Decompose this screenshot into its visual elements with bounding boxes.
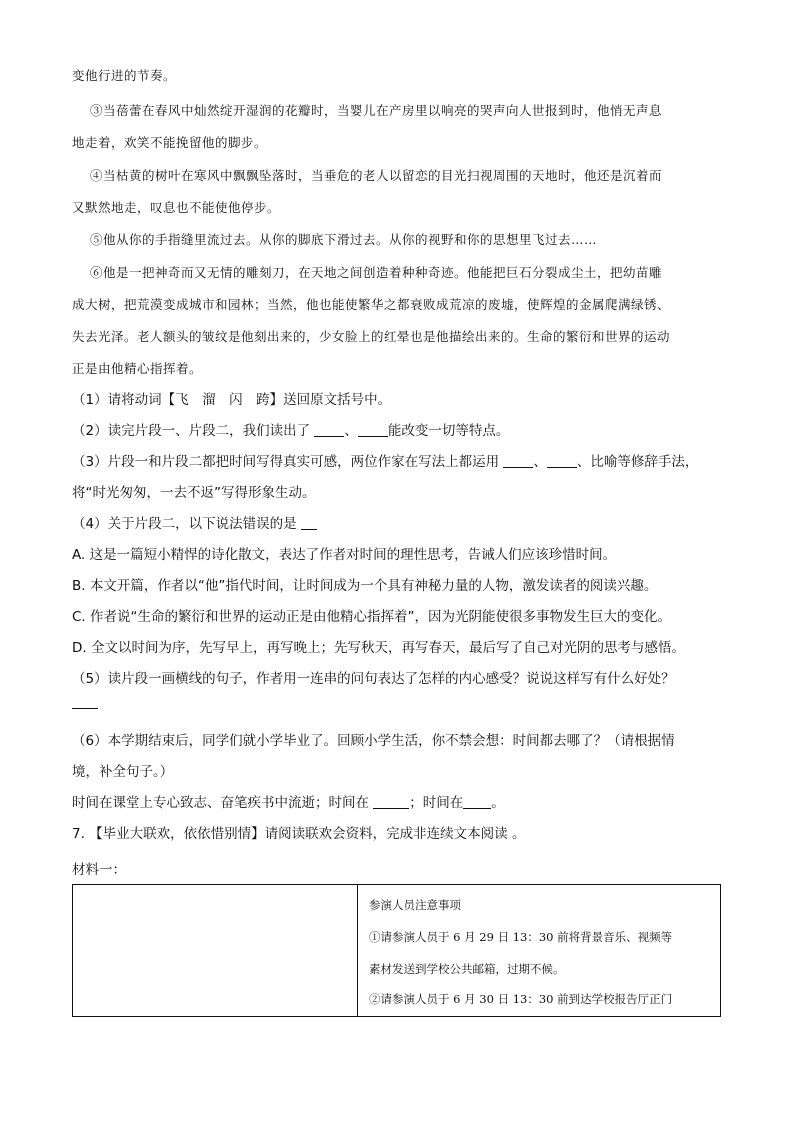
table-item-1-line-1: ①请参演人员于 6 月 29 日 13：30 前将背景音乐、视频等 (369, 930, 673, 944)
question-2-text-end: 能改变一切等特点。 (387, 423, 510, 439)
question-6-text: 时间在课堂上专心致志、奋笔疾书中流逝；时间在 (72, 795, 374, 811)
question-6-line-1: （6）本学期结束后，同学们就小学毕业了。回顾小学生活，你不禁会想：时间都去哪了？（请根据情 (72, 733, 675, 749)
option-d: D. 全文以时间为序，先写早上，再写晚上；先写秋天，再写春天，最后写了自己对光阴的思考与感悟。 (72, 640, 685, 656)
passage-paragraph-6-line-3: 失去光泽。老人额头的皱纹是他刻出来的，少女脸上的红晕也是他描绘出来的。生命的繁衍和世界的运动 (72, 329, 671, 344)
material-table (72, 884, 721, 1017)
question-4-text: （4）关于片段二，以下说法错误的是 (72, 516, 301, 532)
passage-paragraph-4-line-2: 又默然地走，叹息也不能使他停步。 (72, 200, 281, 215)
table-heading: 参演人员注意事项 (369, 898, 461, 912)
answer-blank[interactable] (72, 708, 98, 709)
material-label: 材料一： (72, 862, 126, 878)
option-b: B. 本文开篇，作者以“他”指代时间，让时间成为一个具有神秘力量的人物，激发读者的阅读兴趣。 (72, 578, 658, 594)
question-2-text: （2）读完片段一、片段二，我们读出了 (72, 423, 315, 439)
passage-paragraph-6-line-4: 正是由他精心指挥着。 (72, 361, 203, 376)
table-item-2-line-1: ②请参演人员于 6 月 30 日 13：30 前到达学校报告厅正门 (369, 992, 673, 1006)
question-3-line-2: 将“时光匆匆，一去不返”写得形象生动。 (72, 485, 316, 501)
passage-paragraph-6-line-1: ⑥他是一把神奇而又无情的雕刻刀，在天地之间创造着种种奇迹。他能把巨石分裂成尘土，把幼苗雕 (90, 265, 663, 280)
question-4 (72, 512, 317, 532)
answer-blank[interactable] (547, 453, 577, 468)
passage-paragraph-3-line-2: 地走着，欢笑不能挽留他的脚步。 (72, 135, 268, 150)
answer-blank[interactable] (503, 453, 533, 468)
answer-blank[interactable] (373, 794, 409, 809)
question-3-text-end: 、比喻等修辞手法， (576, 454, 699, 470)
question-7-title: 7. 【毕业大联欢，依依惜别情】请阅读联欢会资料，完成非连续文本阅读 。 (72, 826, 526, 842)
question-6-line-2: 境，补全句子。） (72, 764, 174, 780)
passage-paragraph-5-line-1: ⑤他从你的手指缝里流过去。从你的脚底下滑过去。从你的视野和你的思想里飞过去…… (90, 232, 598, 247)
question-6-text-mid: ；时间在 (409, 795, 464, 811)
question-5: （5）读片段一画横线的句子，作者用一连串的问句表达了怎样的内心感受？说说这样写有什么好处？ (72, 671, 675, 687)
question-2 (72, 419, 509, 439)
question-6-line-3 (72, 791, 505, 811)
question-1: （1）请将动词【飞 溜 闪 跨】送回原文括号中。 (72, 392, 392, 408)
table-item-1-line-2: 素材发送到学校公共邮箱，过期不候。 (369, 962, 565, 976)
answer-blank[interactable] (301, 515, 317, 530)
question-2-separator: 、 (344, 423, 358, 439)
question-6-text-end: 。 (491, 795, 505, 811)
passage-paragraph-4-line-1: ④当枯黄的树叶在寒风中飘飘坠落时，当垂危的老人以留恋的目光扫视周围的天地时，他还是沉着而 (90, 168, 663, 183)
option-c: C. 作者说“生命的繁衍和世界的运动正是由他精心指挥着”，因为光阴能使很多事物发生巨大的变化。 (72, 609, 671, 625)
question-3-separator: 、 (533, 454, 547, 470)
option-a: A. 这是一篇短小精悍的诗化散文，表达了作者对时间的理性思考，告诫人们应该珍惜时间。 (72, 547, 617, 563)
passage-line: 变他行进的节奏。 (72, 68, 177, 83)
answer-blank[interactable] (463, 794, 491, 809)
question-3-text: （3）片段一和片段二都把时间写得真实可感，两位作家在写法上都运用 (72, 454, 504, 470)
passage-paragraph-3-line-1: ③当蓓蕾在春风中灿然绽开湿润的花瓣时，当婴儿在产房里以响亮的哭声向人世报到时，他悄无声息 (90, 103, 663, 118)
passage-paragraph-6-line-2: 成大树，把荒漠变成城市和园林；当然，他也能使繁华之都衰败成荒凉的废墟，使辉煌的金属爬满绿锈、 (72, 297, 671, 312)
answer-blank[interactable] (358, 422, 388, 437)
table-divider (357, 885, 358, 1016)
answer-blank[interactable] (314, 422, 344, 437)
question-3-line-1 (72, 450, 698, 470)
